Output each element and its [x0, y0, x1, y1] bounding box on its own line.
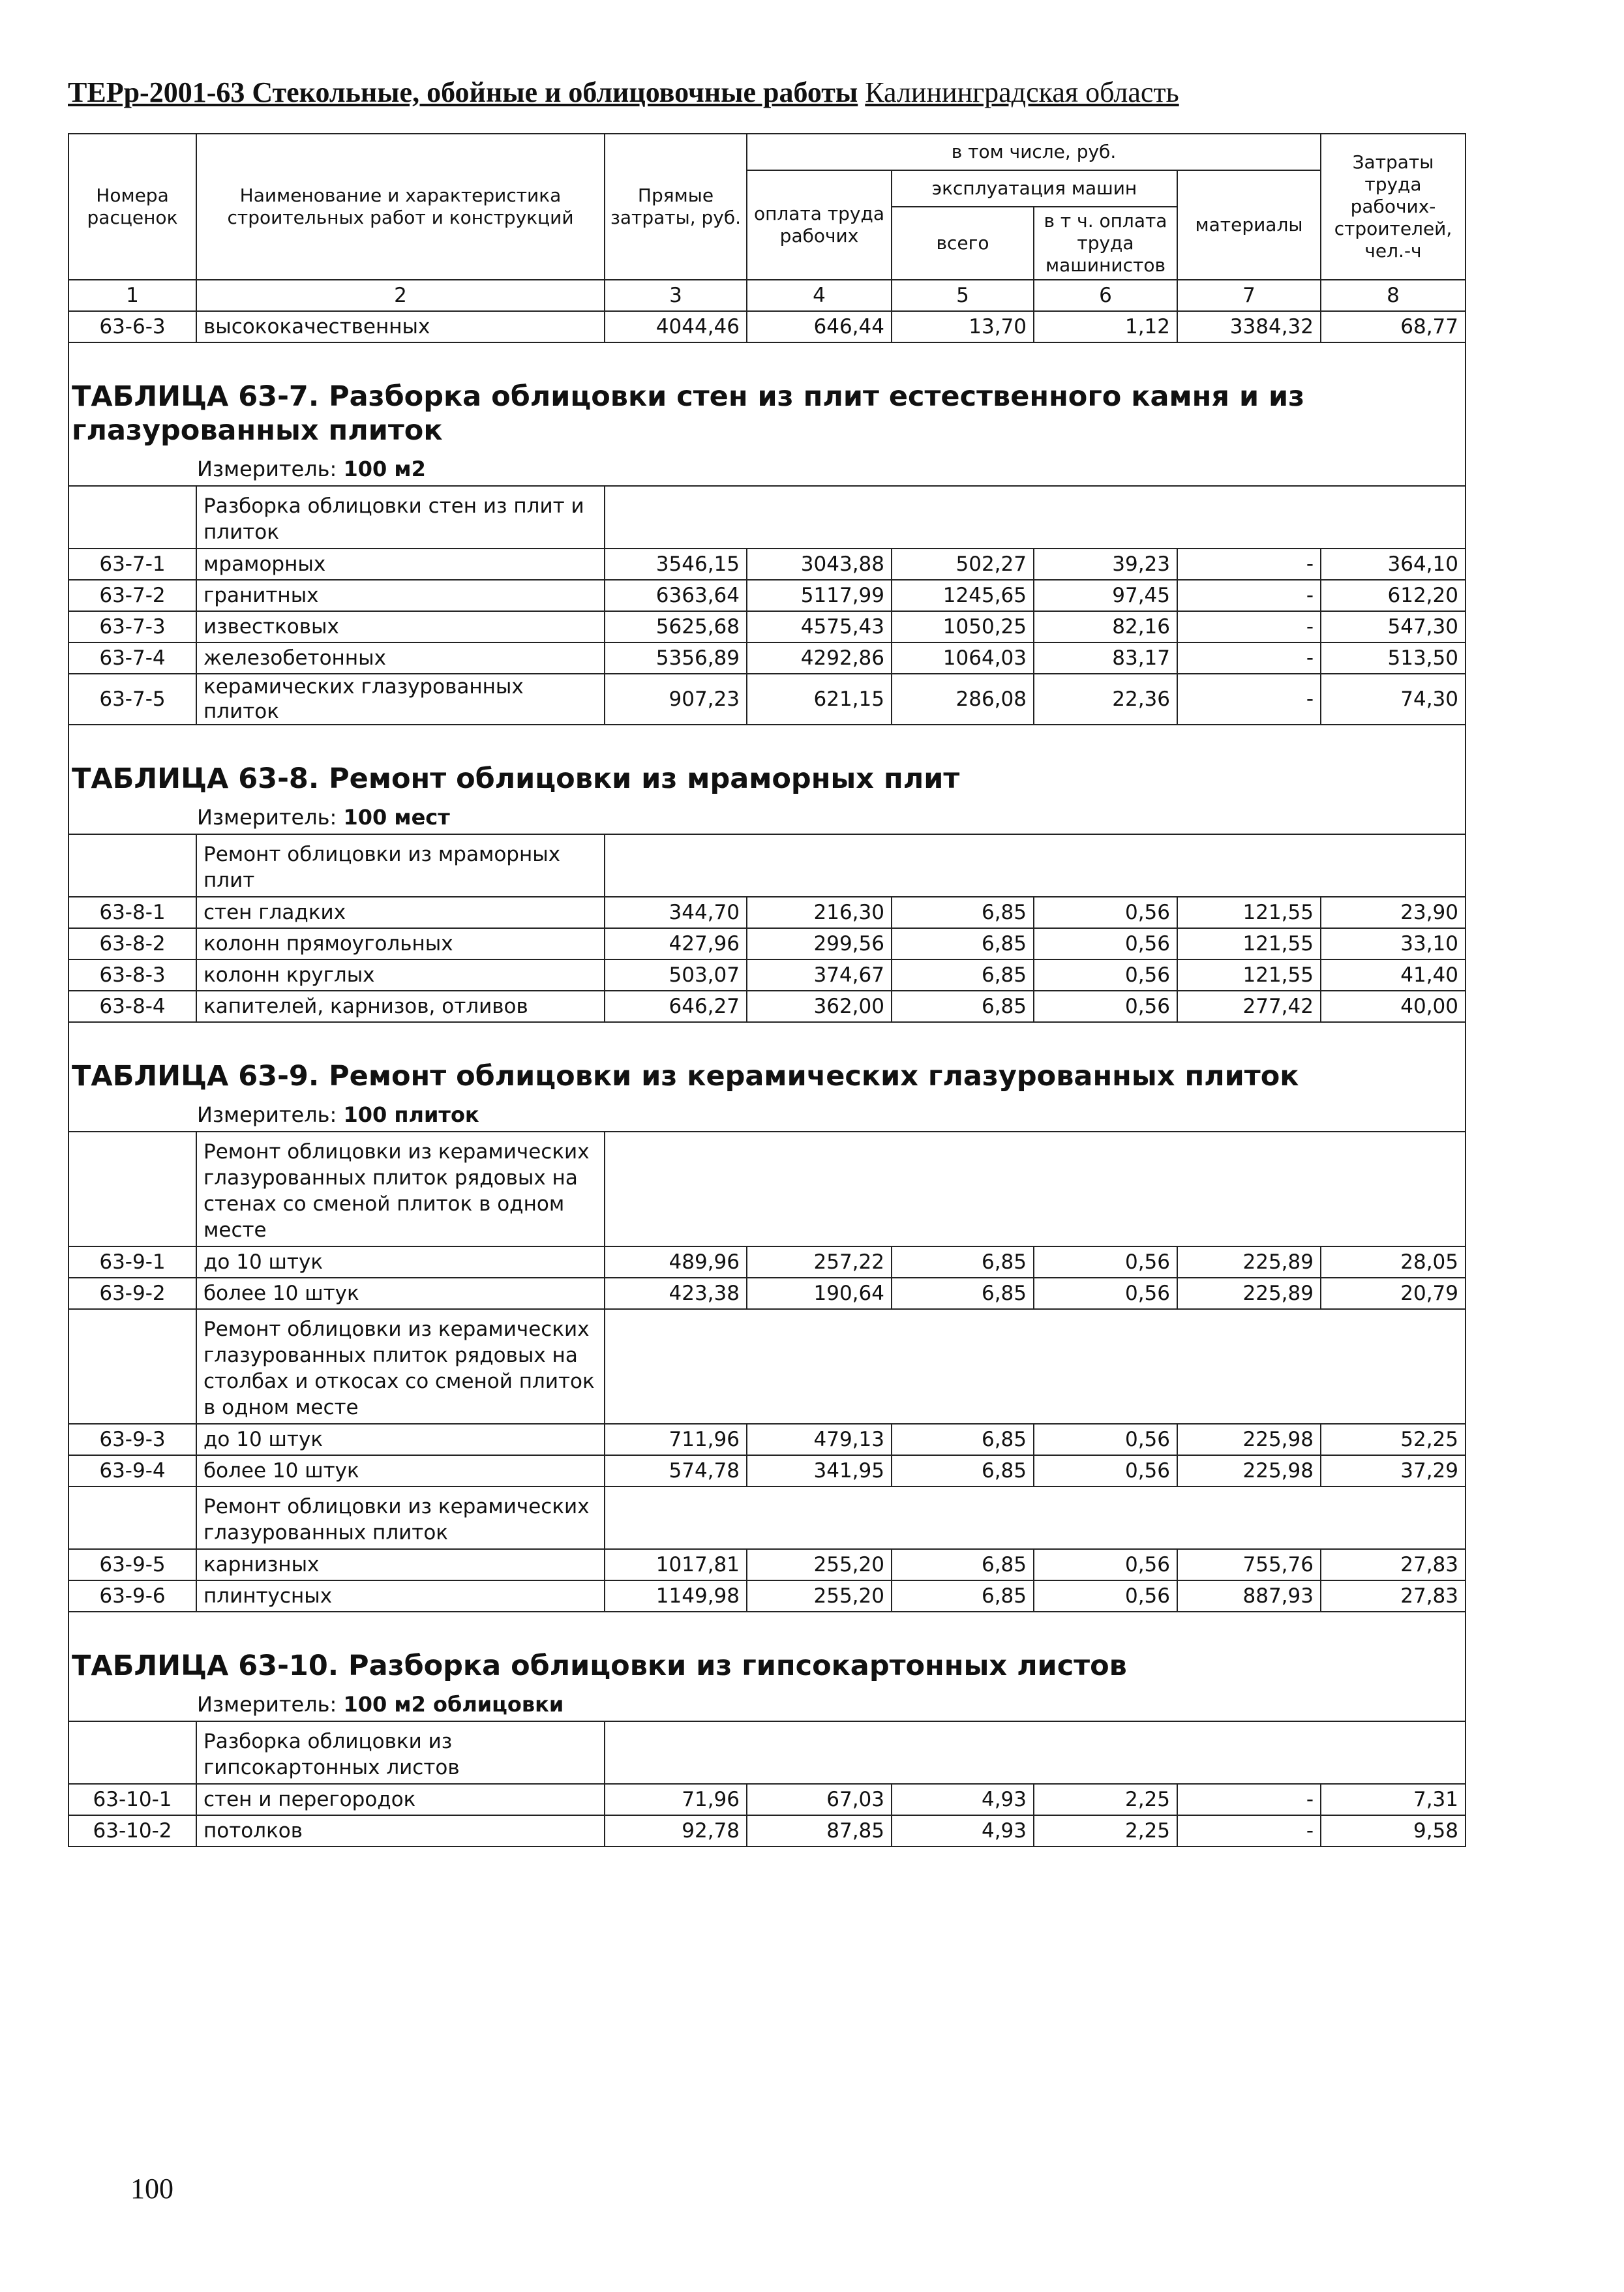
rate-direct: 3546,15 — [605, 549, 747, 580]
rate-name: известковых — [196, 611, 605, 642]
column-number: 6 — [1034, 280, 1177, 311]
rate-machines-labor: 0,56 — [1034, 928, 1177, 959]
rate-materials: 225,98 — [1177, 1424, 1321, 1455]
rate-direct: 503,07 — [605, 959, 747, 991]
table-unit-row — [68, 801, 1466, 834]
rate-code: 63-8-4 — [68, 991, 196, 1022]
table-unit — [68, 1098, 1466, 1132]
header-materials: материалы — [1177, 170, 1321, 280]
rate-workers: 33,10 — [1321, 928, 1466, 959]
header-machines-labor: в т ч. оплата труда машинистов — [1034, 207, 1177, 280]
group-heading-row — [68, 1486, 1466, 1549]
rate-machines: 6,85 — [892, 897, 1034, 928]
table-title: ТАБЛИЦА 63-9. Ремонт облицовки из керамических глазурованных плиток — [68, 1022, 1466, 1098]
rate-name: более 10 штук — [196, 1278, 605, 1309]
rate-name: высококачественных — [196, 311, 605, 342]
group-heading-row — [68, 1132, 1466, 1246]
column-number: 4 — [747, 280, 892, 311]
rate-direct: 646,27 — [605, 991, 747, 1022]
header-machines: эксплуатация машин — [892, 170, 1177, 207]
rate-name: керамических глазурованных плиток — [196, 674, 605, 725]
rate-machines-labor: 0,56 — [1034, 1549, 1177, 1580]
table-title: ТАБЛИЦА 63-8. Ремонт облицовки из мраморных плит — [68, 725, 1466, 801]
group-heading-row — [68, 834, 1466, 897]
table-row — [68, 1784, 1466, 1815]
rate-direct: 1017,81 — [605, 1549, 747, 1580]
rate-labor: 299,56 — [747, 928, 892, 959]
group-heading: Разборка облицовки стен из плит и плиток — [196, 486, 605, 549]
rate-workers: 547,30 — [1321, 611, 1466, 642]
table-row — [68, 1424, 1466, 1455]
header-row-1 — [68, 134, 1466, 170]
table-row — [68, 897, 1466, 928]
rate-name: колонн прямоугольных — [196, 928, 605, 959]
rate-machines: 1245,65 — [892, 580, 1034, 611]
rate-workers: 40,00 — [1321, 991, 1466, 1022]
rate-labor: 374,67 — [747, 959, 892, 991]
group-heading: Ремонт облицовки из керамических глазурованных плиток рядовых на столбах и откосах со сменой плиток в одном месте — [196, 1309, 605, 1424]
page-number: 100 — [130, 2173, 173, 2205]
document-title: ТЕРр-2001-63 Стекольные, обойные и облицовочные работы — [68, 76, 858, 108]
rate-machines-labor: 0,56 — [1034, 991, 1177, 1022]
rate-machines-labor: 2,25 — [1034, 1815, 1177, 1847]
table-row — [68, 1580, 1466, 1612]
rate-machines: 6,85 — [892, 1424, 1034, 1455]
rate-name: стен и перегородок — [196, 1784, 605, 1815]
rate-machines: 1050,25 — [892, 611, 1034, 642]
rate-direct: 1149,98 — [605, 1580, 747, 1612]
rate-machines-labor: 39,23 — [1034, 549, 1177, 580]
rate-direct: 92,78 — [605, 1815, 747, 1847]
rate-name: стен гладких — [196, 897, 605, 928]
rate-labor: 255,20 — [747, 1580, 892, 1612]
rate-machines-labor: 2,25 — [1034, 1784, 1177, 1815]
rate-name: до 10 штук — [196, 1246, 605, 1278]
rate-workers: 27,83 — [1321, 1549, 1466, 1580]
rate-materials: 277,42 — [1177, 991, 1321, 1022]
rate-machines: 6,85 — [892, 959, 1034, 991]
rate-machines: 13,70 — [892, 311, 1034, 342]
group-blank — [605, 1721, 1466, 1784]
rate-labor: 67,03 — [747, 1784, 892, 1815]
rate-labor: 4292,86 — [747, 642, 892, 674]
rate-materials: 755,76 — [1177, 1549, 1321, 1580]
rate-name: гранитных — [196, 580, 605, 611]
rate-name: плинтусных — [196, 1580, 605, 1612]
rate-machines-labor: 82,16 — [1034, 611, 1177, 642]
rate-direct: 344,70 — [605, 897, 747, 928]
carry-over-row — [68, 311, 1466, 342]
column-number: 2 — [196, 280, 605, 311]
header-code: Номера расценок — [68, 134, 196, 280]
group-blank — [68, 486, 196, 549]
table-row — [68, 1815, 1466, 1847]
rate-workers: 74,30 — [1321, 674, 1466, 725]
header-incl: в том числе, руб. — [747, 134, 1321, 170]
table-row — [68, 580, 1466, 611]
rate-name: мраморных — [196, 549, 605, 580]
rate-materials: - — [1177, 611, 1321, 642]
rate-machines: 6,85 — [892, 928, 1034, 959]
rate-code: 63-7-3 — [68, 611, 196, 642]
rate-machines-labor: 22,36 — [1034, 674, 1177, 725]
unit-label: Измеритель: — [197, 457, 337, 481]
unit-value: 100 мест — [343, 805, 450, 830]
rate-workers: 9,58 — [1321, 1815, 1466, 1847]
header-direct: Прямые затраты, руб. — [605, 134, 747, 280]
table-title-row — [68, 1022, 1466, 1098]
rate-workers: 37,29 — [1321, 1455, 1466, 1486]
table-row — [68, 1246, 1466, 1278]
rate-workers: 28,05 — [1321, 1246, 1466, 1278]
rate-machines-labor: 0,56 — [1034, 1246, 1177, 1278]
rate-direct: 427,96 — [605, 928, 747, 959]
rate-labor: 621,15 — [747, 674, 892, 725]
rate-code: 63-9-2 — [68, 1278, 196, 1309]
rate-machines-labor: 0,56 — [1034, 959, 1177, 991]
rate-machines: 6,85 — [892, 1278, 1034, 1309]
column-number: 7 — [1177, 280, 1321, 311]
table-row — [68, 928, 1466, 959]
table-unit — [68, 453, 1466, 486]
rate-labor: 257,22 — [747, 1246, 892, 1278]
rate-direct: 574,78 — [605, 1455, 747, 1486]
rate-workers: 23,90 — [1321, 897, 1466, 928]
rate-materials: 887,93 — [1177, 1580, 1321, 1612]
rate-machines: 502,27 — [892, 549, 1034, 580]
table-row — [68, 1278, 1466, 1309]
rate-code: 63-9-3 — [68, 1424, 196, 1455]
rate-materials: - — [1177, 642, 1321, 674]
rate-name: капителей, карнизов, отливов — [196, 991, 605, 1022]
rate-direct: 5625,68 — [605, 611, 747, 642]
table-row — [68, 1549, 1466, 1580]
rate-machines-labor: 0,56 — [1034, 1580, 1177, 1612]
rate-materials: 121,55 — [1177, 897, 1321, 928]
table-row — [68, 991, 1466, 1022]
rate-materials: 121,55 — [1177, 928, 1321, 959]
column-number: 3 — [605, 280, 747, 311]
group-blank — [605, 486, 1466, 549]
rate-code: 63-8-2 — [68, 928, 196, 959]
running-head — [68, 73, 1568, 112]
rate-machines: 6,85 — [892, 1246, 1034, 1278]
rates-table — [68, 133, 1466, 1847]
table-row — [68, 1455, 1466, 1486]
rate-code: 63-9-5 — [68, 1549, 196, 1580]
rate-labor: 4575,43 — [747, 611, 892, 642]
rate-machines: 6,85 — [892, 1455, 1034, 1486]
rate-machines-labor: 0,56 — [1034, 1278, 1177, 1309]
table-row — [68, 611, 1466, 642]
rate-materials: - — [1177, 549, 1321, 580]
unit-label: Измеритель: — [197, 1692, 337, 1717]
rate-materials: - — [1177, 674, 1321, 725]
unit-label: Измеритель: — [197, 805, 337, 830]
rate-machines-labor: 0,56 — [1034, 897, 1177, 928]
rate-materials: - — [1177, 1815, 1321, 1847]
rate-materials: 225,89 — [1177, 1278, 1321, 1309]
rate-machines: 1064,03 — [892, 642, 1034, 674]
rate-direct: 907,23 — [605, 674, 747, 725]
rate-direct: 711,96 — [605, 1424, 747, 1455]
rate-machines: 286,08 — [892, 674, 1034, 725]
rate-workers: 68,77 — [1321, 311, 1466, 342]
rate-machines: 4,93 — [892, 1784, 1034, 1815]
table-title: ТАБЛИЦА 63-7. Разборка облицовки стен из плит естественного камня и из глазурованных плиток — [68, 342, 1466, 453]
rate-workers: 7,31 — [1321, 1784, 1466, 1815]
group-heading-row — [68, 1309, 1466, 1424]
rate-workers: 41,40 — [1321, 959, 1466, 991]
rate-machines-labor: 0,56 — [1034, 1455, 1177, 1486]
rate-code: 63-7-1 — [68, 549, 196, 580]
rate-machines-labor: 1,12 — [1034, 311, 1177, 342]
rate-code: 63-10-1 — [68, 1784, 196, 1815]
rate-direct: 489,96 — [605, 1246, 747, 1278]
unit-value: 100 плиток — [343, 1102, 479, 1127]
rate-materials: 121,55 — [1177, 959, 1321, 991]
group-blank — [605, 834, 1466, 897]
table-row — [68, 959, 1466, 991]
rate-materials: 3384,32 — [1177, 311, 1321, 342]
rate-labor: 646,44 — [747, 311, 892, 342]
rate-labor: 216,30 — [747, 897, 892, 928]
rate-machines: 6,85 — [892, 1549, 1034, 1580]
rate-labor: 3043,88 — [747, 549, 892, 580]
rate-code: 63-9-6 — [68, 1580, 196, 1612]
group-blank — [68, 1132, 196, 1246]
unit-value: 100 м2 облицовки — [343, 1692, 564, 1717]
rate-code: 63-7-4 — [68, 642, 196, 674]
rate-name: до 10 штук — [196, 1424, 605, 1455]
rate-labor: 255,20 — [747, 1549, 892, 1580]
region-name: Калининградская область — [865, 76, 1179, 108]
rate-workers: 612,20 — [1321, 580, 1466, 611]
group-heading: Разборка облицовки из гипсокартонных листов — [196, 1721, 605, 1784]
rate-code: 63-6-3 — [68, 311, 196, 342]
rate-code: 63-8-1 — [68, 897, 196, 928]
rate-materials: - — [1177, 580, 1321, 611]
rate-workers: 27,83 — [1321, 1580, 1466, 1612]
rate-name: более 10 штук — [196, 1455, 605, 1486]
column-number: 8 — [1321, 280, 1466, 311]
rate-machines-labor: 0,56 — [1034, 1424, 1177, 1455]
rate-labor: 362,00 — [747, 991, 892, 1022]
unit-label: Измеритель: — [197, 1102, 337, 1127]
rate-labor: 87,85 — [747, 1815, 892, 1847]
rates-table-body — [68, 134, 1466, 1847]
rate-name: потолков — [196, 1815, 605, 1847]
table-unit-row — [68, 453, 1466, 486]
table-row — [68, 549, 1466, 580]
group-blank — [605, 1132, 1466, 1246]
group-heading: Ремонт облицовки из керамических глазурованных плиток рядовых на стенах со сменой плиток в одном месте — [196, 1132, 605, 1246]
table-unit-row — [68, 1688, 1466, 1721]
rate-machines-labor: 83,17 — [1034, 642, 1177, 674]
header-workers: Затраты труда рабочих-строителей, чел.-ч — [1321, 134, 1466, 280]
table-title-row — [68, 342, 1466, 453]
group-blank — [68, 834, 196, 897]
group-heading: Ремонт облицовки из керамических глазурованных плиток — [196, 1486, 605, 1549]
rate-materials: - — [1177, 1784, 1321, 1815]
rate-machines: 4,93 — [892, 1815, 1034, 1847]
rate-machines: 6,85 — [892, 1580, 1034, 1612]
rate-labor: 479,13 — [747, 1424, 892, 1455]
table-unit — [68, 1688, 1466, 1721]
rate-name: колонн круглых — [196, 959, 605, 991]
rate-name: железобетонных — [196, 642, 605, 674]
rate-name: карнизных — [196, 1549, 605, 1580]
rate-code: 63-9-1 — [68, 1246, 196, 1278]
rate-labor: 5117,99 — [747, 580, 892, 611]
column-number: 5 — [892, 280, 1034, 311]
rate-direct: 423,38 — [605, 1278, 747, 1309]
table-row — [68, 642, 1466, 674]
table-unit — [68, 801, 1466, 834]
rate-direct: 71,96 — [605, 1784, 747, 1815]
group-heading: Ремонт облицовки из мраморных плит — [196, 834, 605, 897]
rate-workers: 52,25 — [1321, 1424, 1466, 1455]
rate-code: 63-7-5 — [68, 674, 196, 725]
rate-direct: 5356,89 — [605, 642, 747, 674]
rate-workers: 513,50 — [1321, 642, 1466, 674]
group-blank — [605, 1486, 1466, 1549]
column-number-row — [68, 280, 1466, 311]
group-blank — [605, 1309, 1466, 1424]
group-blank — [68, 1721, 196, 1784]
rate-workers: 20,79 — [1321, 1278, 1466, 1309]
group-heading-row — [68, 486, 1466, 549]
header-name: Наименование и характеристика строительных работ и конструкций — [196, 134, 605, 280]
rate-code: 63-7-2 — [68, 580, 196, 611]
rate-materials: 225,89 — [1177, 1246, 1321, 1278]
table-row — [68, 674, 1466, 725]
table-title-row — [68, 725, 1466, 801]
rate-labor: 341,95 — [747, 1455, 892, 1486]
column-number: 1 — [68, 280, 196, 311]
rate-workers: 364,10 — [1321, 549, 1466, 580]
rate-labor: 190,64 — [747, 1278, 892, 1309]
table-unit-row — [68, 1098, 1466, 1132]
table-title: ТАБЛИЦА 63-10. Разборка облицовки из гипсокартонных листов — [68, 1612, 1466, 1688]
rate-materials: 225,98 — [1177, 1455, 1321, 1486]
unit-value: 100 м2 — [343, 457, 426, 481]
rate-direct: 6363,64 — [605, 580, 747, 611]
group-blank — [68, 1486, 196, 1549]
rate-code: 63-10-2 — [68, 1815, 196, 1847]
table-title-row — [68, 1612, 1466, 1688]
rate-direct: 4044,46 — [605, 311, 747, 342]
rate-machines-labor: 97,45 — [1034, 580, 1177, 611]
rate-code: 63-9-4 — [68, 1455, 196, 1486]
rate-code: 63-8-3 — [68, 959, 196, 991]
header-labor: оплата труда рабочих — [747, 170, 892, 280]
rate-machines: 6,85 — [892, 991, 1034, 1022]
group-heading-row — [68, 1721, 1466, 1784]
header-machines-total: всего — [892, 207, 1034, 280]
group-blank — [68, 1309, 196, 1424]
